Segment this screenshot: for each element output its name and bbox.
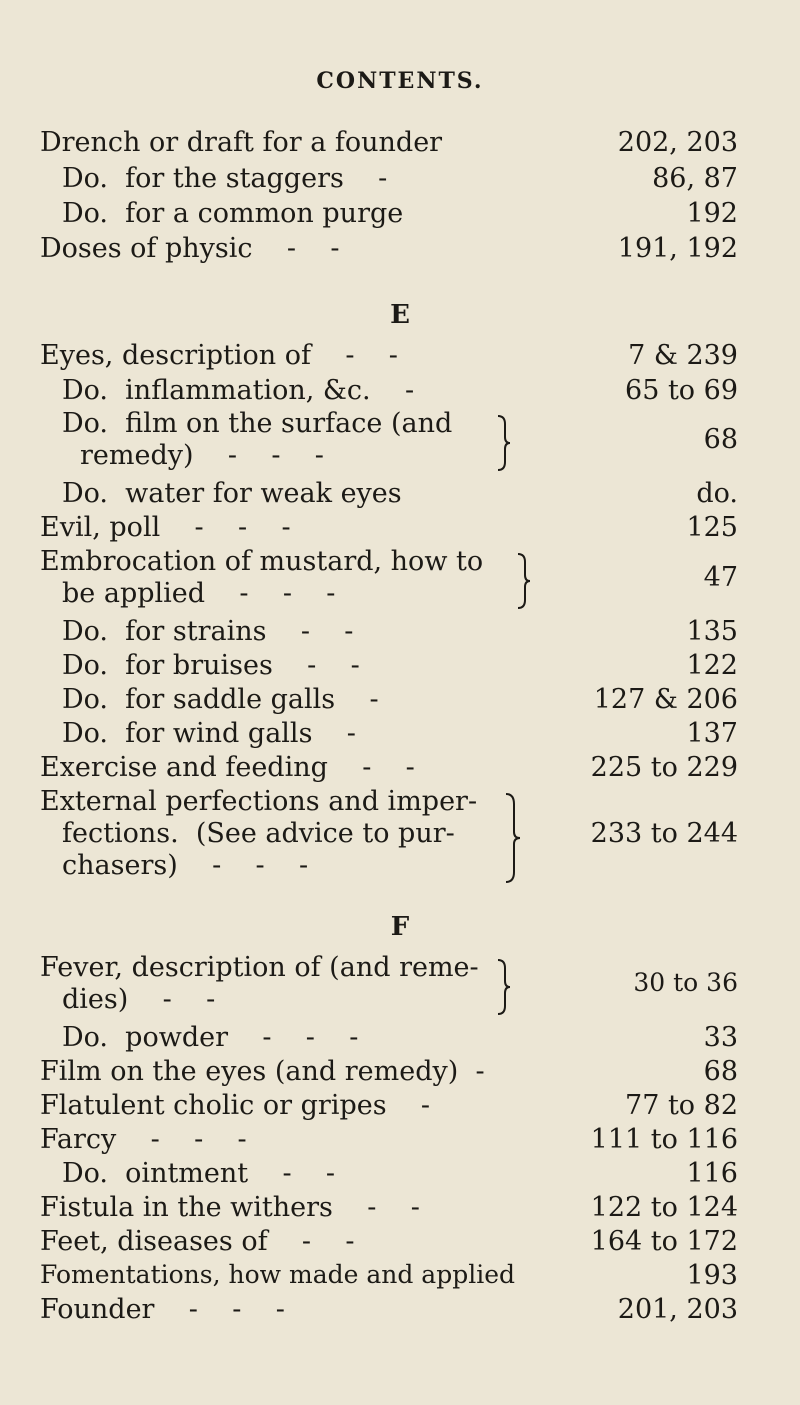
entry-text: Do. for bruises - -	[62, 650, 360, 681]
entry-pages: 201, 203	[617, 1294, 738, 1325]
entry-text-line: be applied - - -	[62, 578, 336, 609]
entry-pages: 65 to 69	[625, 375, 738, 406]
entry-text-line: remedy) - - -	[80, 440, 324, 471]
entry-text: Do. inflammation, &c. -	[62, 375, 415, 406]
entry-text: Do. for saddle galls -	[62, 684, 379, 715]
entry-pages: do.	[696, 478, 738, 509]
entry-pages: 192	[686, 198, 738, 229]
entry-text: Film on the eyes (and remedy) -	[40, 1056, 485, 1087]
entry-pages: 77 to 82	[625, 1090, 738, 1121]
entry-text: Flatulent cholic or gripes -	[40, 1090, 431, 1121]
entry-text: Exercise and feeding - -	[40, 752, 415, 783]
entry-pages: 137	[686, 718, 738, 749]
entry-pages: 116	[686, 1158, 738, 1189]
brace-icon	[516, 552, 532, 610]
entry-pages: 125	[686, 512, 738, 543]
entry-pages: 191, 192	[617, 233, 738, 264]
entry-pages: 47	[703, 562, 738, 593]
entry-text: Feet, diseases of - -	[40, 1226, 355, 1257]
entry-text: Drench or draft for a founder	[40, 127, 443, 158]
entry-pages: 122	[686, 650, 738, 681]
entry-pages: 30 to 36	[633, 968, 738, 997]
entry-text: Fistula in the withers - -	[40, 1192, 420, 1223]
brace-icon	[504, 792, 522, 884]
entry-pages: 135	[686, 616, 738, 647]
entry-pages: 68	[703, 424, 738, 455]
section-letter-f: F	[390, 912, 410, 942]
entry-text: Do. for the staggers -	[62, 163, 388, 194]
entry-pages: 193	[686, 1260, 738, 1291]
entry-text: Doses of physic - -	[40, 233, 340, 264]
entry-text: Do. powder - - -	[62, 1022, 359, 1053]
entry-text-line: External perfections and imper-	[40, 786, 478, 817]
entry-text-line: fections. (See advice to pur-	[62, 818, 455, 849]
entry-pages: 127 & 206	[593, 684, 738, 715]
entry-text-line: dies) - -	[62, 984, 216, 1015]
entry-text: Do. for wind galls -	[62, 718, 356, 749]
entry-text-line: Fever, description of (and reme-	[40, 952, 479, 983]
section-letter-e: E	[390, 300, 410, 330]
entry-pages: 164 to 172	[590, 1226, 738, 1257]
entry-text: Do. ointment - -	[62, 1158, 336, 1189]
page-header: CONTENTS.	[316, 68, 484, 94]
entry-text-line: Embrocation of mustard, how to	[40, 546, 484, 577]
entry-text: Do. for a common purge	[62, 198, 404, 229]
entry-text: Founder - - -	[40, 1294, 285, 1325]
entry-pages: 7 & 239	[628, 340, 738, 371]
entry-text: Evil, poll - - -	[40, 512, 291, 543]
entry-text: Eyes, description of - -	[40, 340, 398, 371]
entry-text: Do. water for weak eyes	[62, 478, 402, 509]
entry-pages: 233 to 244	[590, 818, 738, 849]
entry-text: Farcy - - -	[40, 1124, 247, 1155]
entry-text-line: chasers) - - -	[62, 850, 309, 881]
entry-pages: 202, 203	[617, 127, 738, 158]
entry-text: Fomentations, how made and applied	[40, 1260, 516, 1289]
entry-pages: 122 to 124	[590, 1192, 738, 1223]
entry-pages: 86, 87	[652, 163, 738, 194]
entry-pages: 33	[703, 1022, 738, 1053]
entry-text-line: Do. film on the surface (and	[62, 408, 453, 439]
entry-text: Do. for strains - -	[62, 616, 354, 647]
brace-icon	[496, 414, 512, 472]
entry-pages: 225 to 229	[590, 752, 738, 783]
entry-pages: 68	[703, 1056, 738, 1087]
entry-pages: 111 to 116	[590, 1124, 738, 1155]
brace-icon	[496, 958, 512, 1016]
